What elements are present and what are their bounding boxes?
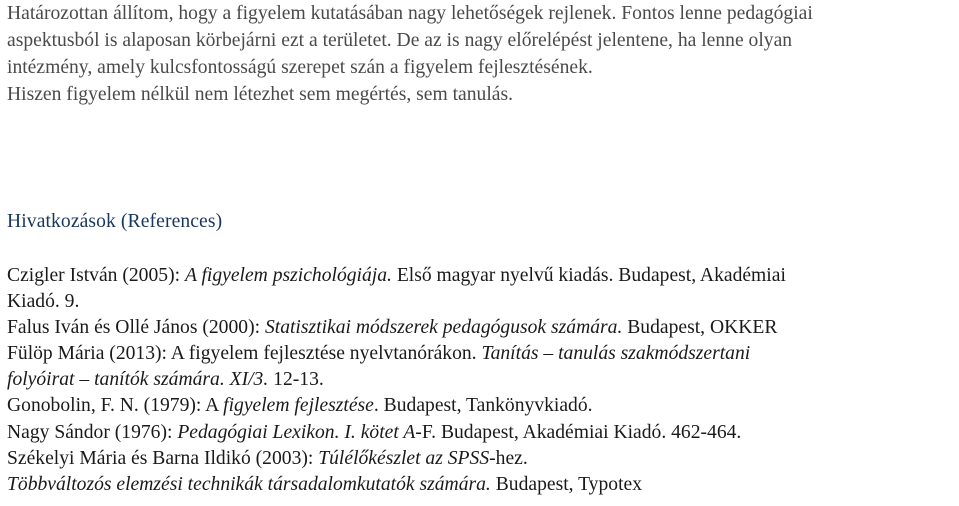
reference-publisher: . Budapest, Tankönyvkiadó. xyxy=(373,395,593,417)
reference-line xyxy=(7,315,957,341)
reference-journal: Tanítás – tanulás szakmódszertani xyxy=(481,343,751,365)
intro-paragraph xyxy=(7,0,957,108)
reference-line xyxy=(7,446,957,472)
reference-line xyxy=(7,341,957,367)
reference-line xyxy=(7,472,957,498)
reference-publisher: Kiadó. 9. xyxy=(7,291,80,313)
reference-pages: 12-13. xyxy=(268,369,324,391)
reference-line xyxy=(7,367,957,393)
reference-author: Nagy Sándor (1976): xyxy=(7,421,178,443)
reference-title-suffix: -hez. xyxy=(489,447,528,469)
reference-publisher: -F. Budapest, Akadémiai Kiadó. 462-464. xyxy=(415,421,742,443)
intro-line: intézmény, amely kulcsfontosságú szerepet szán a figyelem fejlesztésének. xyxy=(7,57,593,78)
document-page xyxy=(7,0,957,495)
reference-author: Székelyi Mária és Barna Ildikó (2003): xyxy=(7,447,319,469)
reference-publisher: Budapest, Typotex xyxy=(490,473,643,495)
intro-line: aspektusból is alaposan körbejárni ezt a területet. De az is nagy előrelépést jelentene, ha lenne olyan xyxy=(7,30,793,51)
reference-journal: folyóirat – tanítók számára. XI/3. xyxy=(7,369,269,391)
reference-title: Túlélőkészlet az SPSS xyxy=(318,447,490,469)
reference-title: Statisztikai módszerek pedagógusok számára. xyxy=(264,317,623,339)
reference-author: Falus Iván és Ollé János (2000): xyxy=(7,317,265,339)
reference-line xyxy=(7,420,957,446)
reference-line xyxy=(7,393,957,419)
reference-publisher: Budapest, OKKER xyxy=(622,317,778,339)
reference-subtitle: Többváltozós elemzési technikák társadalomkutatók számára. xyxy=(7,473,491,495)
reference-title: A figyelem pszichológiája. xyxy=(184,265,392,286)
intro-line: Határozottan állítom, hogy a figyelem kutatásában nagy lehetőségek rejlenek. Fontos lenne pedagógiai xyxy=(7,3,813,24)
reference-line xyxy=(7,263,957,289)
reference-line xyxy=(7,289,957,315)
reference-author: Gonobolin, F. N. (1979): A xyxy=(7,395,224,417)
reference-author: Fülöp Mária (2013): A figyelem fejlesztése nyelvtanórákon. xyxy=(7,343,482,365)
reference-title: Pedagógiai Lexikon. I. kötet A xyxy=(177,421,416,443)
reference-author: Czigler István (2005): xyxy=(7,265,185,286)
reference-publisher: Első magyar nyelvű kiadás. Budapest, Akadémiai xyxy=(391,265,786,286)
reference-title: figyelem fejlesztése xyxy=(223,395,374,417)
references-list xyxy=(7,263,957,498)
references-heading: Hivatkozások (References) xyxy=(7,211,223,232)
intro-line: Hiszen figyelem nélkül nem létezhet sem megértés, sem tanulás. xyxy=(7,84,514,105)
